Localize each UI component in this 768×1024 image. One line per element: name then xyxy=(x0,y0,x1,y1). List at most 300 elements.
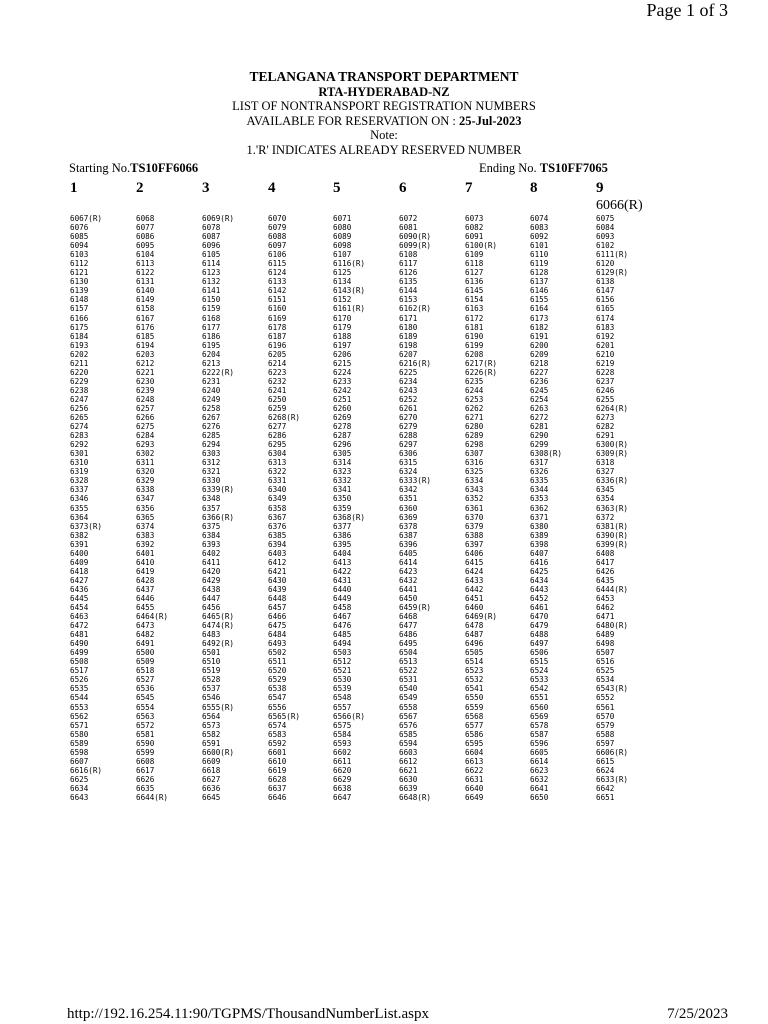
registration-number: 6520 xyxy=(268,666,287,676)
availability-date: 25-Jul-2023 xyxy=(459,113,522,128)
registration-number: 6220 xyxy=(70,367,89,377)
table-row xyxy=(0,431,768,440)
registration-number: 6146 xyxy=(530,286,549,296)
table-row xyxy=(0,440,768,449)
registration-number: 6619 xyxy=(268,765,287,775)
registration-number: 6126 xyxy=(399,268,418,278)
registration-number: 6461 xyxy=(530,603,549,613)
column-header: 4 xyxy=(268,180,276,196)
registration-number: 6207 xyxy=(399,349,418,359)
registration-number: 6292 xyxy=(70,440,89,450)
registration-number: 6648(R) xyxy=(399,793,432,802)
registration-number: 6627 xyxy=(202,774,221,784)
registration-number: 6120 xyxy=(596,259,615,269)
table-row xyxy=(0,485,768,494)
registration-number: 6493 xyxy=(268,639,287,649)
registration-number: 6203 xyxy=(136,349,155,359)
table-row xyxy=(0,784,768,793)
registration-number: 6128 xyxy=(530,268,549,278)
registration-number: 6544 xyxy=(70,693,89,703)
registration-number: 6112 xyxy=(70,259,89,269)
registration-number: 6303 xyxy=(202,449,221,459)
registration-number: 6567 xyxy=(399,711,418,721)
registration-number: 6353 xyxy=(530,494,549,504)
registration-number: 6155 xyxy=(530,295,549,305)
registration-number: 6485 xyxy=(333,630,352,640)
registration-number: 6435 xyxy=(596,575,615,585)
registration-number: 6133 xyxy=(268,277,287,287)
registration-number: 6394 xyxy=(268,539,287,549)
footer-date: 7/25/2023 xyxy=(667,1006,728,1022)
registration-number: 6177 xyxy=(202,322,221,332)
registration-number: 6307 xyxy=(465,449,484,459)
registration-number: 6528 xyxy=(202,675,221,685)
registration-number: 6574 xyxy=(268,720,287,730)
registration-number: 6448 xyxy=(268,593,287,603)
registration-number: 6541 xyxy=(465,684,484,694)
registration-number: 6104 xyxy=(136,250,155,260)
registration-number: 6070 xyxy=(268,214,287,223)
table-row xyxy=(0,793,768,802)
registration-number: 6265 xyxy=(70,413,89,423)
column-headers xyxy=(0,180,768,200)
table-row xyxy=(0,549,768,558)
registration-number: 6628 xyxy=(268,774,287,784)
registration-number: 6244 xyxy=(465,385,484,395)
registration-number: 6245 xyxy=(530,385,549,395)
registration-number: 6077 xyxy=(136,223,155,233)
registration-number: 6356 xyxy=(136,503,155,513)
table-row xyxy=(0,377,768,386)
registration-number: 6503 xyxy=(333,648,352,658)
registration-number: 6286 xyxy=(268,431,287,441)
registration-number: 6086 xyxy=(136,232,155,242)
registration-number: 6354 xyxy=(596,494,615,504)
registration-number: 6148 xyxy=(70,295,89,305)
department-title: TELANGANA TRANSPORT DEPARTMENT xyxy=(249,69,519,84)
registration-number: 6425 xyxy=(530,566,549,576)
registration-number: 6344 xyxy=(530,485,549,495)
registration-number: 6230 xyxy=(136,376,155,386)
registration-number: 6072 xyxy=(399,214,418,223)
registration-number: 6164 xyxy=(530,304,549,314)
registration-number: 6498 xyxy=(596,639,615,649)
registration-number: 6283 xyxy=(70,431,89,441)
registration-number: 6523 xyxy=(465,666,484,676)
table-row xyxy=(0,657,768,666)
registration-number: 6480(R) xyxy=(596,621,629,631)
registration-number: 6298 xyxy=(465,440,484,450)
registration-number: 6471 xyxy=(596,612,615,622)
registration-number: 6114 xyxy=(202,259,221,269)
registration-number: 6369 xyxy=(399,512,418,522)
registration-number: 6514 xyxy=(465,657,484,667)
registration-number: 6140 xyxy=(136,286,155,296)
table-row xyxy=(0,721,768,730)
registration-number: 6645 xyxy=(202,793,221,802)
registration-number: 6325 xyxy=(465,467,484,477)
registration-number: 6409 xyxy=(70,557,89,567)
registration-number: 6358 xyxy=(268,503,287,513)
registration-number: 6186 xyxy=(202,331,221,341)
registration-number: 6602 xyxy=(333,747,352,757)
registration-number: 6429 xyxy=(202,575,221,585)
registration-number: 6141 xyxy=(202,286,221,296)
registration-number: 6187 xyxy=(268,331,287,341)
table-row xyxy=(0,739,768,748)
table-row xyxy=(0,295,768,304)
registration-number: 6483 xyxy=(202,630,221,640)
registration-number: 6163 xyxy=(465,304,484,314)
registration-number: 6306 xyxy=(399,449,418,459)
registration-number: 6235 xyxy=(465,376,484,386)
registration-number: 6643 xyxy=(70,793,89,802)
registration-number: 6651 xyxy=(596,793,615,802)
registration-number: 6170 xyxy=(333,313,352,323)
registration-number: 6249 xyxy=(202,394,221,404)
registration-number: 6472 xyxy=(70,621,89,631)
registration-number: 6420 xyxy=(202,566,221,576)
table-row xyxy=(0,513,768,522)
registration-number: 6255 xyxy=(596,394,615,404)
registration-number: 6324 xyxy=(399,467,418,477)
registration-number: 6417 xyxy=(596,557,615,567)
first-entry: 6066(R) xyxy=(596,198,643,213)
registration-number: 6192 xyxy=(596,331,615,341)
footer-url: http://192.16.254.11:90/TGPMS/ThousandNumberList.aspx xyxy=(67,1006,429,1022)
registration-number: 6533 xyxy=(530,675,549,685)
table-row xyxy=(0,639,768,648)
registration-number: 6440 xyxy=(333,584,352,594)
registration-number: 6532 xyxy=(465,675,484,685)
registration-number: 6484 xyxy=(268,630,287,640)
registration-number: 6154 xyxy=(465,295,484,305)
registration-number: 6579 xyxy=(596,720,615,730)
table-row xyxy=(0,621,768,630)
registration-number: 6431 xyxy=(333,575,352,585)
registration-number: 6136 xyxy=(465,277,484,287)
registration-number: 6215 xyxy=(333,358,352,368)
ending-number xyxy=(479,161,608,176)
table-row xyxy=(0,422,768,431)
registration-number: 6599 xyxy=(136,747,155,757)
registration-number: 6083 xyxy=(530,223,549,233)
registration-number: 6315 xyxy=(399,458,418,468)
registration-number: 6402 xyxy=(202,548,221,558)
registration-number: 6618 xyxy=(202,765,221,775)
registration-number: 6457 xyxy=(268,603,287,613)
document-header xyxy=(0,70,768,157)
registration-number: 6478 xyxy=(465,621,484,631)
registration-number: 6321 xyxy=(202,467,221,477)
table-row xyxy=(0,476,768,485)
registration-number: 6452 xyxy=(530,593,549,603)
registration-number: 6389 xyxy=(530,530,549,540)
registration-number: 6534 xyxy=(596,675,615,685)
registration-number: 6202 xyxy=(70,349,89,359)
registration-number: 6535 xyxy=(70,684,89,694)
table-row xyxy=(0,214,768,223)
registration-number: 6582 xyxy=(202,729,221,739)
registration-number: 6427 xyxy=(70,575,89,585)
registration-number: 6196 xyxy=(268,340,287,350)
registration-number: 6102 xyxy=(596,241,615,251)
ending-number-value: TS10FF7065 xyxy=(539,161,608,175)
registration-number: 6576 xyxy=(399,720,418,730)
registration-number: 6191 xyxy=(530,331,549,341)
registration-number: 6317 xyxy=(530,458,549,468)
registration-number: 6168 xyxy=(202,313,221,323)
registration-number: 6423 xyxy=(399,566,418,576)
registration-number: 6116(R) xyxy=(333,259,366,269)
registration-number: 6137 xyxy=(530,277,549,287)
registration-number: 6273 xyxy=(596,413,615,423)
registration-number: 6615 xyxy=(596,756,615,766)
table-row xyxy=(0,558,768,567)
registration-number: 6082 xyxy=(465,223,484,233)
registration-number: 6258 xyxy=(202,403,221,413)
registration-number: 6165 xyxy=(596,304,615,314)
registration-number: 6497 xyxy=(530,639,549,649)
registration-number: 6092 xyxy=(530,232,549,242)
registration-number: 6278 xyxy=(333,422,352,432)
registration-number: 6268(R) xyxy=(268,413,301,423)
registration-number: 6390(R) xyxy=(596,530,629,540)
registration-number: 6345 xyxy=(596,485,615,495)
registration-number: 6597 xyxy=(596,738,615,748)
registration-number: 6181 xyxy=(465,322,484,332)
registration-number: 6209 xyxy=(530,349,549,359)
registration-number: 6623 xyxy=(530,765,549,775)
registration-number: 6366(R) xyxy=(202,512,235,522)
registration-number: 6285 xyxy=(202,431,221,441)
registration-number: 6296 xyxy=(333,440,352,450)
table-row xyxy=(0,395,768,404)
registration-number: 6316 xyxy=(465,458,484,468)
table-row xyxy=(0,268,768,277)
registration-number: 6322 xyxy=(268,467,287,477)
registration-number: 6348 xyxy=(202,494,221,504)
registration-number: 6500 xyxy=(136,648,155,658)
registration-number: 6329 xyxy=(136,476,155,486)
registration-number: 6314 xyxy=(333,458,352,468)
registration-number: 6096 xyxy=(202,241,221,251)
registration-number: 6595 xyxy=(465,738,484,748)
registration-number: 6589 xyxy=(70,738,89,748)
registration-number: 6213 xyxy=(202,358,221,368)
registration-number: 6562 xyxy=(70,711,89,721)
registration-number: 6147 xyxy=(596,286,615,296)
registration-number: 6222(R) xyxy=(202,367,235,377)
registration-number: 6634 xyxy=(70,783,89,793)
registration-number: 6598 xyxy=(70,747,89,757)
registration-number: 6309(R) xyxy=(596,449,629,459)
registration-number: 6644(R) xyxy=(136,793,169,802)
registration-number: 6495 xyxy=(399,639,418,649)
registration-number: 6360 xyxy=(399,503,418,513)
registration-number: 6625 xyxy=(70,774,89,784)
registration-number: 6357 xyxy=(202,503,221,513)
registration-number: 6586 xyxy=(465,729,484,739)
registration-number: 6640 xyxy=(465,783,484,793)
registration-number: 6649 xyxy=(465,793,484,802)
registration-number: 6450 xyxy=(399,593,418,603)
registration-number: 6436 xyxy=(70,584,89,594)
registration-number: 6374 xyxy=(136,521,155,531)
list-title: LIST OF NONTRANSPORT REGISTRATION NUMBERS xyxy=(232,99,536,113)
column-header: 2 xyxy=(136,180,144,196)
registration-number: 6550 xyxy=(465,693,484,703)
registration-number: 6583 xyxy=(268,729,287,739)
registration-number: 6119 xyxy=(530,259,549,269)
registration-number: 6399(R) xyxy=(596,539,629,549)
registration-number: 6510 xyxy=(202,657,221,667)
registration-number: 6564 xyxy=(202,711,221,721)
registration-number: 6381(R) xyxy=(596,521,629,531)
registration-number: 6190 xyxy=(465,331,484,341)
table-row xyxy=(0,730,768,739)
registration-number: 6251 xyxy=(333,394,352,404)
registration-number: 6531 xyxy=(399,675,418,685)
registration-number: 6363(R) xyxy=(596,503,629,513)
registration-number: 6158 xyxy=(136,304,155,314)
registration-number: 6130 xyxy=(70,277,89,287)
registration-number: 6127 xyxy=(465,268,484,278)
registration-number: 6418 xyxy=(70,566,89,576)
table-row xyxy=(0,693,768,702)
registration-number: 6555(R) xyxy=(202,702,235,712)
registration-number: 6368(R) xyxy=(333,512,366,522)
registration-number: 6267 xyxy=(202,413,221,423)
registration-number: 6444(R) xyxy=(596,584,629,594)
registration-number: 6079 xyxy=(268,223,287,233)
registration-number: 6449 xyxy=(333,593,352,603)
starting-number-label: Starting No. xyxy=(69,161,131,175)
registration-number: 6318 xyxy=(596,458,615,468)
registration-number: 6227 xyxy=(530,367,549,377)
registration-number: 6200 xyxy=(530,340,549,350)
registration-number: 6474(R) xyxy=(202,621,235,631)
table-row xyxy=(0,757,768,766)
registration-number: 6304 xyxy=(268,449,287,459)
number-grid xyxy=(0,214,768,802)
registration-number: 6642 xyxy=(596,783,615,793)
registration-number: 6463 xyxy=(70,612,89,622)
registration-number: 6506 xyxy=(530,648,549,658)
registration-number: 6375 xyxy=(202,521,221,531)
registration-number: 6263 xyxy=(530,403,549,413)
registration-number: 6301 xyxy=(70,449,89,459)
registration-number: 6277 xyxy=(268,422,287,432)
registration-number: 6396 xyxy=(399,539,418,549)
table-row xyxy=(0,277,768,286)
registration-number: 6068 xyxy=(136,214,155,223)
registration-number: 6547 xyxy=(268,693,287,703)
registration-number: 6608 xyxy=(136,756,155,766)
registration-number: 6384 xyxy=(202,530,221,540)
registration-number: 6456 xyxy=(202,603,221,613)
registration-number: 6557 xyxy=(333,702,352,712)
registration-number: 6488 xyxy=(530,630,549,640)
table-row xyxy=(0,666,768,675)
registration-number: 6521 xyxy=(333,666,352,676)
registration-number: 6491 xyxy=(136,639,155,649)
registration-number: 6151 xyxy=(268,295,287,305)
ending-number-label: Ending No. xyxy=(479,161,540,175)
registration-number: 6142 xyxy=(268,286,287,296)
registration-number: 6442 xyxy=(465,584,484,594)
registration-number: 6313 xyxy=(268,458,287,468)
registration-number: 6432 xyxy=(399,575,418,585)
registration-number: 6111(R) xyxy=(596,250,629,260)
registration-number: 6250 xyxy=(268,394,287,404)
registration-number: 6526 xyxy=(70,675,89,685)
registration-number: 6134 xyxy=(333,277,352,287)
registration-number: 6605 xyxy=(530,747,549,757)
registration-number: 6266 xyxy=(136,413,155,423)
registration-number: 6581 xyxy=(136,729,155,739)
registration-number: 6539 xyxy=(333,684,352,694)
registration-number: 6543(R) xyxy=(596,684,629,694)
registration-number: 6451 xyxy=(465,593,484,603)
registration-number: 6188 xyxy=(333,331,352,341)
registration-number: 6281 xyxy=(530,422,549,432)
registration-number: 6518 xyxy=(136,666,155,676)
registration-number: 6447 xyxy=(202,593,221,603)
registration-number: 6302 xyxy=(136,449,155,459)
registration-number: 6421 xyxy=(268,566,287,576)
registration-number: 6572 xyxy=(136,720,155,730)
table-row xyxy=(0,567,768,576)
registration-number: 6516 xyxy=(596,657,615,667)
table-row xyxy=(0,675,768,684)
registration-number: 6553 xyxy=(70,702,89,712)
registration-number: 6311 xyxy=(136,458,155,468)
starting-number-value: TS10FF6066 xyxy=(130,161,199,175)
registration-number: 6434 xyxy=(530,575,549,585)
table-row xyxy=(0,259,768,268)
registration-number: 6179 xyxy=(333,322,352,332)
registration-number: 6248 xyxy=(136,394,155,404)
registration-number: 6172 xyxy=(465,313,484,323)
registration-number: 6609 xyxy=(202,756,221,766)
registration-number: 6632 xyxy=(530,774,549,784)
registration-number: 6475 xyxy=(268,621,287,631)
registration-number: 6383 xyxy=(136,530,155,540)
registration-number: 6071 xyxy=(333,214,352,223)
registration-number: 6217(R) xyxy=(465,358,498,368)
registration-number: 6231 xyxy=(202,376,221,386)
registration-number: 6074 xyxy=(530,214,549,223)
registration-number: 6401 xyxy=(136,548,155,558)
registration-number: 6288 xyxy=(399,431,418,441)
table-row xyxy=(0,449,768,458)
registration-number: 6453 xyxy=(596,593,615,603)
table-row xyxy=(0,286,768,295)
registration-number: 6382 xyxy=(70,530,89,540)
registration-number: 6335 xyxy=(530,476,549,486)
registration-number: 6378 xyxy=(399,521,418,531)
registration-number: 6426 xyxy=(596,566,615,576)
registration-number: 6089 xyxy=(333,232,352,242)
registration-number: 6467 xyxy=(333,612,352,622)
registration-number: 6611 xyxy=(333,756,352,766)
registration-number: 6331 xyxy=(268,476,287,486)
table-row xyxy=(0,458,768,467)
registration-number: 6073 xyxy=(465,214,484,223)
registration-number: 6201 xyxy=(596,340,615,350)
registration-number: 6350 xyxy=(333,494,352,504)
